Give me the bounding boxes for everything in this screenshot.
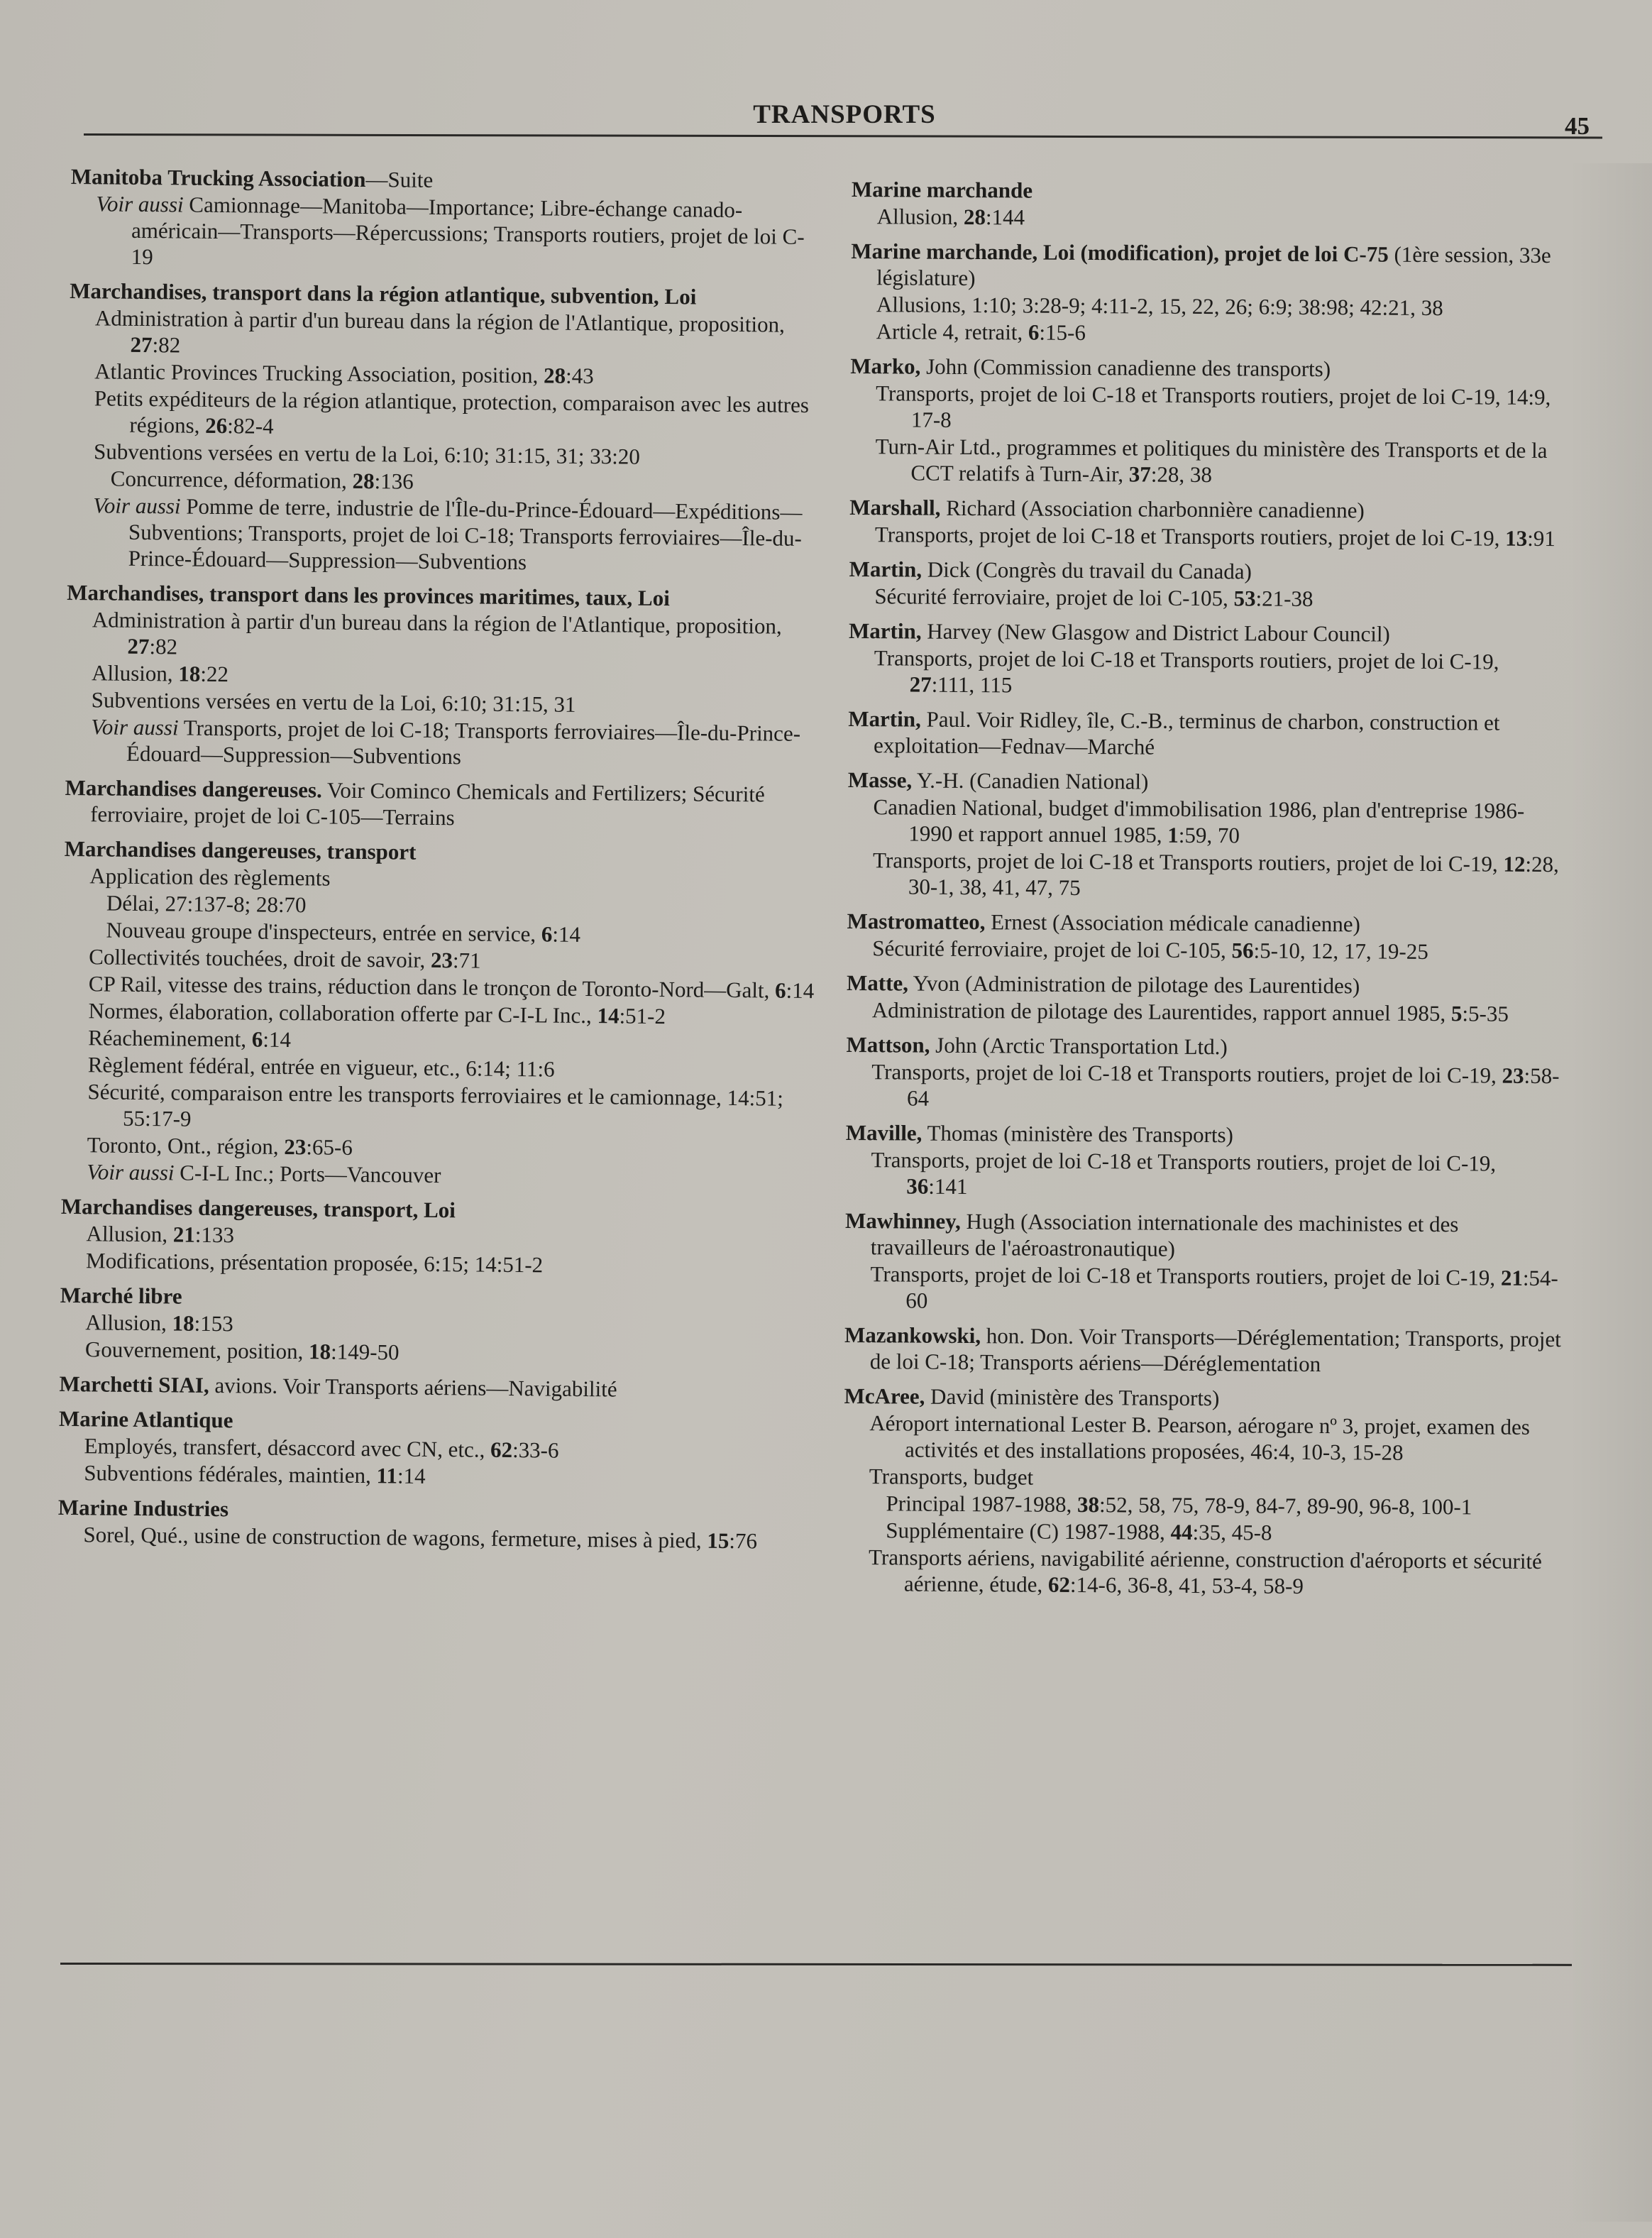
subentry-text: Concurrence, déformation, — [110, 466, 353, 493]
index-entry — [849, 556, 1565, 613]
entry-heading — [848, 767, 1565, 797]
page-reference: :76 — [729, 1527, 758, 1554]
subentry-text: Sécurité ferroviaire, projet de loi C-105, — [872, 936, 1232, 963]
entry-heading-term: Marine marchande, Loi (modification), projet de loi C-75 — [851, 238, 1389, 267]
subentry-text: Administration à partir d'un bureau dans la région de l'Atlantique, proposition, — [94, 305, 786, 337]
index-entry — [58, 1405, 811, 1493]
entry-heading-suffix: —Suite — [365, 166, 434, 192]
entry-heading-term: Maville, — [845, 1119, 923, 1146]
see-also-label: Voir aussi — [91, 714, 179, 740]
issue-number: 36 — [906, 1173, 929, 1199]
subentry — [851, 318, 1568, 349]
subentry-text: Turn-Air Ltd., programmes et politiques du ministère des Transports et de la CCT relatifs à Turn-Air, — [875, 434, 1548, 487]
subentry-text: Camionnage—Manitoba—Importance; Libre-échange canado-américain—Transports—Répercussions; Transports routiers, projet de loi C-19 — [131, 192, 805, 270]
page-reference: :35, 45-8 — [1192, 1519, 1272, 1545]
subentry-text: Allusion, — [876, 204, 964, 229]
subentry-text: Transports, projet de loi C-18 et Transports routiers, projet de loi C-19, — [871, 1059, 1502, 1088]
subentry-text: Délai, 27:137-8; 28:70 — [106, 890, 307, 918]
subentry-text: Allusion, — [85, 1310, 172, 1336]
see-also-label: Voir aussi — [87, 1159, 175, 1185]
subentry-text: Canadien National, budget d'immobilisation 1986, plan d'entreprise 1986-1990 et rapport annuel 1985, — [873, 794, 1525, 848]
subentry — [844, 1463, 1560, 1493]
index-entry — [846, 1031, 1563, 1115]
issue-number: 62 — [490, 1437, 513, 1463]
page-reference: :15-6 — [1039, 319, 1086, 346]
page-reference: :14 — [263, 1026, 292, 1053]
entry-heading-term: Marchetti SIAI, — [59, 1371, 209, 1398]
issue-number: 53 — [1233, 586, 1256, 611]
issue-number: 28 — [963, 204, 986, 230]
subentry-text: Transports, projet de loi C-18 et Transports routiers, projet de loi C-19, — [874, 522, 1506, 551]
page-reference: :133 — [194, 1222, 235, 1248]
issue-number: 27 — [127, 633, 150, 659]
issue-number: 23 — [284, 1134, 307, 1160]
subentry — [852, 203, 1568, 234]
entry-heading-term: Marine marchande — [851, 176, 1033, 203]
page-reference: :14 — [786, 977, 815, 1004]
issue-number: 6 — [251, 1026, 263, 1052]
issue-number: 12 — [1503, 851, 1526, 877]
index-entry — [843, 1383, 1561, 1601]
subentry-text: Transports, projet de loi C-18 et Transports routiers, projet de loi C-19, — [871, 1147, 1497, 1176]
page-reference: :5-10, 12, 17, 19-25 — [1253, 938, 1428, 964]
subentry-text: Transports, projet de loi C-18 et Transports routiers, projet de loi C-19, — [873, 848, 1504, 877]
subentry — [66, 606, 819, 666]
entry-heading — [847, 970, 1563, 1000]
index-entry — [70, 163, 823, 276]
entry-heading — [851, 238, 1568, 295]
entry-heading-term: Matte, — [846, 970, 909, 996]
entry-heading-term: Marchandises, transport dans les provinces maritimes, taux, Loi — [67, 579, 670, 611]
entry-heading-term: Mawhinney, — [844, 1207, 961, 1234]
subentry-text: Transports aériens, navigabilité aérienne, construction d'aéroports et sécurité aérienne, étude, — [869, 1545, 1542, 1597]
issue-number: 13 — [1505, 525, 1528, 551]
subentry-text: Application des règlements — [89, 863, 331, 891]
issue-number: 23 — [430, 947, 453, 973]
subentry-text: Atlantic Provinces Trucking Association, position, — [94, 358, 544, 388]
page-reference: :14-6, 36-8, 41, 53-4, 58-9 — [1069, 1571, 1304, 1598]
subentry — [851, 291, 1568, 322]
page-reference: :82 — [152, 332, 181, 358]
index-entry — [849, 618, 1566, 701]
entry-heading-term: Marshall, — [849, 494, 941, 520]
subentry-text: Sécurité, comparaison entre les transports ferroviaires et le camionnage, 14:51; 55:17-9 — [87, 1079, 784, 1131]
page-reference: :153 — [194, 1310, 233, 1337]
subentry — [850, 380, 1567, 437]
issue-number: 38 — [1076, 1491, 1100, 1518]
entry-heading-term: Mattson, — [846, 1031, 930, 1058]
subentry — [67, 492, 820, 578]
page-number: 45 — [1565, 112, 1590, 140]
page-reference: :33-6 — [512, 1437, 559, 1463]
subentry-text: Transports, budget — [869, 1464, 1034, 1490]
issue-number: 23 — [1502, 1063, 1524, 1088]
subentry-text: Transports, projet de loi C-18 et Transports routiers, projet de loi C-19, 14:9, 17-8 — [876, 380, 1551, 432]
subentry-text: Règlement fédéral, entrée en vigueur, etc., 6:14; 11:6 — [87, 1052, 555, 1082]
entry-heading-term: Mastromatteo, — [847, 908, 986, 935]
subentry-text: Employés, transfert, désaccord avec CN, etc., — [84, 1433, 491, 1462]
index-entry — [851, 238, 1568, 349]
entry-heading-suffix: (1ère session, 33e législature) — [876, 241, 1551, 291]
entry-heading — [852, 176, 1568, 207]
entry-heading-term: Martin, — [849, 556, 923, 582]
entry-heading-suffix: Hugh (Association internationale des machinistes et des travailleurs de l'aéroastronautique) — [870, 1208, 1459, 1261]
entry-heading-suffix: avions. Voir Transports aériens—Navigabilité — [209, 1372, 617, 1402]
issue-number: 26 — [205, 412, 228, 439]
top-rule — [84, 133, 1602, 138]
page-reference: :82 — [149, 634, 178, 659]
running-head: TRANSPORTS — [753, 100, 936, 129]
entry-heading — [848, 706, 1565, 762]
page-reference: :28, 38 — [1150, 461, 1213, 488]
entry-heading — [850, 353, 1567, 383]
page-reference: :71 — [452, 948, 481, 973]
subentry-text: Principal 1987-1988, — [886, 1491, 1078, 1517]
subentry-text: Sécurité ferroviaire, projet de loi C-105, — [874, 583, 1234, 611]
entry-heading-suffix: Ernest (Association médicale canadienne) — [985, 909, 1361, 937]
page-reference: :136 — [374, 468, 414, 494]
subentry — [849, 521, 1566, 552]
index-entry — [65, 579, 819, 773]
page-reference: :82-4 — [227, 413, 274, 439]
subentry-text: Modifications, présentation proposée, 6:15; 14:51-2 — [85, 1248, 544, 1278]
index-entry — [845, 1119, 1563, 1203]
entry-heading — [847, 908, 1563, 938]
page-reference: :14 — [397, 1463, 426, 1488]
subentry-text: Aéroport international Lester B. Pearson, aérogare nº 3, projet, examen des activités et des installations proposées, 46:4, 10-3, 15-28 — [869, 1410, 1531, 1465]
entry-heading-term: Martin, — [848, 618, 922, 644]
subentry-text: Article 4, retrait, — [876, 319, 1029, 345]
entry-heading — [59, 1371, 811, 1404]
page-reference: :144 — [985, 204, 1025, 230]
entry-heading-suffix: hon. Don. Voir Transports—Déréglementation; Transports, projet de loi C-18; Transports aériens—Déréglementation — [869, 1323, 1561, 1377]
entry-heading-term: McAree, — [844, 1383, 925, 1409]
entry-heading-suffix: Dick (Congrès du travail du Canada) — [921, 556, 1252, 584]
page-reference: :111, 115 — [931, 671, 1013, 698]
index-entry — [60, 1193, 813, 1280]
subentry — [849, 583, 1565, 613]
entry-heading-suffix: Voir Cominco Chemicals and Fertilizers; Sécurité ferroviaire, projet de loi C-105—Terrains — [90, 777, 765, 830]
page-reference: :52, 58, 75, 78-9, 84-7, 89-90, 96-8, 100-1 — [1098, 1492, 1472, 1520]
page-reference: :58-64 — [906, 1063, 1560, 1111]
page-reference: :5-35 — [1462, 1001, 1509, 1026]
index-entry — [852, 176, 1568, 234]
page-reference: :59, 70 — [1178, 822, 1240, 848]
subentry-text: Transports, projet de loi C-18 et Transports routiers, projet de loi C-19, — [870, 1261, 1501, 1290]
subentry-text: Allusions, 1:10; 3:28-9; 4:11-2, 15, 22, 26; 6:9; 38:98; 42:21, 38 — [876, 292, 1443, 321]
issue-number: 6 — [1028, 319, 1040, 345]
issue-number: 27 — [130, 331, 153, 358]
entry-heading-term: Martin, — [848, 706, 921, 732]
subentry-text: Transports, projet de loi C-18; Transports ferroviaires—Île-du-Prince-Édouard—Suppression—Subventions — [126, 715, 801, 769]
issue-number: 62 — [1047, 1571, 1071, 1597]
entry-heading-term: Marchandises dangereuses, transport, Loi — [60, 1193, 456, 1223]
page-reference: :14 — [552, 921, 581, 947]
subentry-text: Normes, élaboration, collaboration offerte par C-I-L Inc., — [88, 998, 598, 1029]
entry-heading — [849, 494, 1566, 525]
subentry-text: Subventions versées en vertu de la Loi, 6:10; 31:15, 31 — [91, 687, 576, 717]
entry-heading — [849, 618, 1565, 648]
entry-heading — [844, 1322, 1561, 1378]
issue-number: 1 — [1167, 822, 1179, 848]
page-reference: :51-2 — [619, 1003, 666, 1029]
subentry — [847, 847, 1564, 904]
index-entry — [849, 353, 1567, 490]
subentry-text: Gouvernement, position, — [84, 1337, 309, 1364]
issue-number: 27 — [909, 671, 932, 697]
entry-heading-suffix: David (ministère des Transports) — [925, 1383, 1220, 1411]
issue-number: 15 — [707, 1527, 729, 1553]
right-column — [843, 176, 1568, 1609]
subentry-text: Administration à partir d'un bureau dans la région de l'Atlantique, proposition, — [92, 607, 782, 639]
subentry — [845, 1146, 1562, 1203]
subentry-text: Transports, projet de loi C-18 et Transports routiers, projet de loi C-19, — [874, 645, 1499, 674]
subentry — [844, 1410, 1560, 1466]
page-reference: :43 — [565, 363, 594, 389]
entry-heading-suffix: Y.-H. (Canadien National) — [912, 767, 1149, 794]
index-entry — [844, 1207, 1562, 1317]
subentry-text: Supplémentaire (C) 1987-1988, — [886, 1518, 1171, 1545]
subentry-text: Collectivités touchées, droit de savoir, — [89, 944, 431, 972]
subentry — [847, 997, 1563, 1027]
entry-heading — [846, 1031, 1563, 1062]
subentry — [843, 1490, 1560, 1520]
facing-page-bleed — [1568, 163, 1652, 2222]
entry-heading-suffix: Harvey (New Glasgow and District Labour Council) — [921, 618, 1390, 647]
issue-number: 28 — [543, 363, 566, 388]
issue-number: 37 — [1128, 461, 1151, 487]
entry-heading-suffix: Richard (Association charbonnière canadienne) — [940, 495, 1365, 523]
entry-heading — [846, 1119, 1563, 1150]
issue-number: 21 — [1500, 1265, 1523, 1290]
index-entry — [849, 494, 1566, 552]
subentry — [844, 1261, 1561, 1317]
page-reference: :54-60 — [905, 1265, 1558, 1313]
index-entry — [60, 1282, 813, 1369]
entry-heading-suffix: Thomas (ministère des Transports) — [922, 1120, 1234, 1148]
subentry-text: Subventions fédérales, maintien, — [84, 1460, 377, 1488]
entry-heading-term: Marchandises dangereuses. — [65, 774, 322, 803]
subentry-text: Sorel, Qué., usine de construction de wagons, fermeture, mises à pied, — [83, 1522, 707, 1553]
subentry — [846, 1058, 1563, 1115]
entry-heading-term: Marine Industries — [57, 1494, 229, 1522]
entry-heading-term: Marine Atlantique — [58, 1405, 233, 1433]
subentry — [843, 1517, 1560, 1547]
issue-number: 11 — [376, 1463, 398, 1488]
index-entry — [847, 970, 1563, 1027]
subentry-text: Toronto, Ont., région, — [87, 1132, 285, 1159]
subentry-text: C-I-L Inc.; Ports—Vancouver — [174, 1160, 441, 1188]
index-entry — [847, 908, 1563, 965]
entry-heading-suffix: John (Commission canadienne des transports) — [920, 353, 1331, 382]
index-entry — [59, 1371, 811, 1404]
page-reference: :149-50 — [330, 1339, 400, 1365]
subentry — [849, 644, 1565, 701]
page-reference: :22 — [200, 661, 229, 687]
entry-heading — [844, 1383, 1560, 1413]
issue-number: 56 — [1231, 938, 1254, 963]
subentry-text: Allusion, — [86, 1221, 173, 1247]
index-entry — [67, 278, 822, 578]
index-entry — [844, 1322, 1561, 1378]
entry-heading-suffix: Yvon (Administration de pilotage des Laurentides) — [908, 970, 1360, 999]
subentry — [62, 1078, 815, 1138]
subentry-text: Allusion, — [91, 660, 179, 686]
page-reference: :28, 30-1, 38, 41, 47, 75 — [908, 851, 1559, 900]
subentry-text: Nouveau groupe d'inspecteurs, entrée en service, — [106, 917, 542, 947]
left-column — [57, 163, 823, 1563]
issue-number: 18 — [172, 1310, 194, 1336]
subentry-text: CP Rail, vitesse des trains, réduction dans le tronçon de Toronto-Nord—Galt, — [88, 971, 776, 1003]
issue-number: 44 — [1170, 1519, 1193, 1545]
entry-heading-term: Manitoba Trucking Association — [70, 163, 366, 192]
subentry — [69, 305, 822, 364]
index-entry — [57, 1494, 810, 1554]
entry-heading-term: Marché libre — [60, 1282, 182, 1309]
bottom-rule — [60, 1963, 1572, 1966]
entry-heading-term: Marchandises, transport dans la région atlantique, subvention, Loi — [70, 278, 697, 309]
issue-number: 18 — [308, 1339, 331, 1364]
entry-heading — [845, 1207, 1562, 1264]
entry-heading-term: Marko, — [850, 353, 921, 379]
subentry-text: Administration de pilotage des Laurentides, rapport annuel 1985, — [871, 997, 1452, 1026]
subentry — [849, 433, 1566, 490]
page-reference: :21-38 — [1255, 586, 1314, 611]
subentry — [843, 1544, 1560, 1601]
page-reference: :91 — [1527, 525, 1555, 552]
index-entry — [65, 774, 817, 834]
see-also-label: Voir aussi — [93, 493, 181, 519]
see-also-label: Voir aussi — [96, 191, 184, 217]
subentry-text: Petits expéditeurs de la région atlantique, protection, comparaison avec les autres régions, — [94, 385, 810, 438]
issue-number: 18 — [178, 661, 201, 686]
entry-heading — [65, 774, 817, 834]
entry-heading-suffix: Paul. Voir Ridley, île, C.-B., terminus de charbon, construction et exploitation—Fednav—Marché — [873, 706, 1500, 759]
index-entry — [848, 706, 1565, 762]
issue-number: 14 — [597, 1003, 620, 1029]
subentry-text: Pomme de terre, industrie de l'Île-du-Prince-Édouard—Expéditions—Subventions; Transports, projet de loi C-18; Transports ferroviaires—Île-du-Prince-Édouard—Suppression—Subventions — [128, 493, 803, 575]
subentry — [65, 713, 818, 773]
entry-heading — [849, 556, 1566, 586]
index-entry — [847, 767, 1565, 904]
issue-number: 6 — [774, 977, 786, 1003]
subentry — [70, 190, 823, 276]
subentry-text: Réacheminement, — [88, 1025, 253, 1052]
subentry — [68, 385, 821, 444]
issue-number: 21 — [172, 1222, 195, 1247]
subentry — [847, 935, 1563, 965]
entry-heading-term: Mazankowski, — [844, 1322, 981, 1349]
entry-heading-term: Marchandises dangereuses, transport — [64, 835, 417, 865]
issue-number: 28 — [352, 468, 375, 494]
subentry-text: Subventions versées en vertu de la Loi, 6:10; 31:15, 31; 33:20 — [93, 439, 640, 469]
index-entry — [61, 835, 817, 1192]
page-reference: :141 — [928, 1173, 968, 1200]
issue-number: 6 — [541, 921, 553, 947]
page-reference: :65-6 — [306, 1134, 353, 1160]
entry-heading-term: Masse, — [847, 767, 913, 793]
subentry — [847, 794, 1564, 850]
entry-heading-suffix: John (Arctic Transportation Ltd.) — [930, 1032, 1228, 1060]
issue-number: 5 — [1450, 1001, 1463, 1026]
